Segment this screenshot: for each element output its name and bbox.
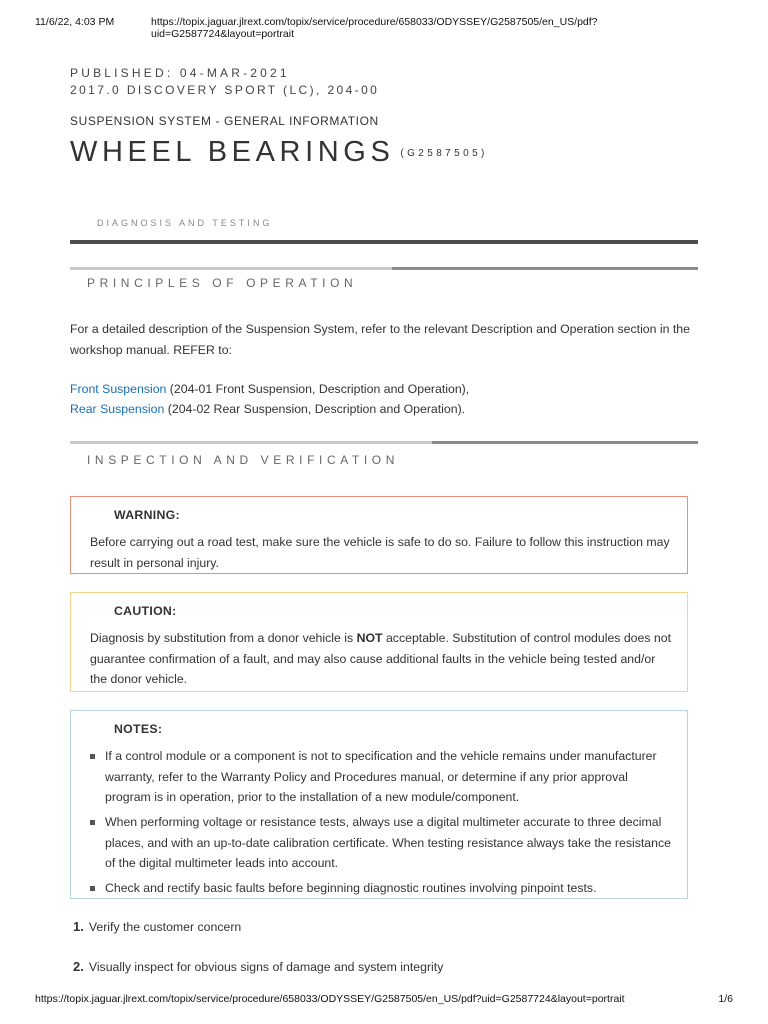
document-subtitle: DIAGNOSIS AND TESTING	[97, 218, 273, 228]
reference-rear-detail: (204-02 Rear Suspension, Description and Operation).	[164, 402, 466, 416]
vehicle-model: 2017.0 DISCOVERY SPORT (LC), 204-00	[70, 83, 380, 97]
notes-label: NOTES:	[114, 722, 163, 736]
note-text: If a control module or a component is not to specification and the vehicle remains under manufacturer warranty, refer to the Warranty Policy and Procedures manual, or determine if any prior approval program is in operation, prior to the installation of a new module/component.	[105, 749, 657, 804]
section-divider	[70, 441, 698, 444]
system-category: SUSPENSION SYSTEM - GENERAL INFORMATION	[70, 114, 379, 128]
print-url: https://topix.jaguar.jlrext.com/topix/service/procedure/658033/ODYSSEY/G2587505/en_US/pdf?uid=G2587724&layout=portrait	[151, 16, 598, 40]
notes-box	[70, 710, 688, 899]
footer-url: https://topix.jaguar.jlrext.com/topix/service/procedure/658033/ODYSSEY/G2587505/en_US/pdf?uid=G2587724&layout=portrait	[35, 993, 625, 1005]
note-text: When performing voltage or resistance tests, always use a digital multimeter accurate to three decimal places, and with an up-to-date calibration certificate. When testing resistance always take the resistance of the digital multimeter leads into account.	[105, 815, 671, 870]
caution-text-end: acceptable. Substitution of control modules does not guarantee confirmation of a fault, and may also cause additional faults in the vehicle being tested and/or the donor vehicle.	[90, 631, 672, 686]
section-divider	[70, 267, 698, 270]
step-text: Visually inspect for obvious signs of damage and system integrity	[88, 960, 444, 974]
step-number: 1.	[73, 919, 84, 934]
front-suspension-link[interactable]: Front Suspension	[70, 382, 167, 396]
step-text: Verify the customer concern	[88, 920, 242, 934]
step-number: 2.	[73, 959, 84, 974]
warning-label: WARNING:	[114, 508, 180, 522]
rear-suspension-link[interactable]: Rear Suspension	[70, 402, 165, 416]
reference-rear	[70, 402, 465, 416]
document-code: (G2587505)	[400, 147, 488, 159]
print-datetime: 11/6/22, 4:03 PM	[35, 16, 115, 28]
caution-box	[70, 592, 688, 692]
bullet-square-icon	[90, 886, 95, 891]
step-1	[73, 919, 241, 934]
caution-text	[90, 628, 675, 690]
caution-label: CAUTION:	[114, 604, 177, 618]
section-heading-principles: PRINCIPLES OF OPERATION	[87, 276, 358, 290]
print-header	[35, 16, 733, 40]
title-text: WHEEL BEARINGS	[70, 136, 395, 168]
principles-text: For a detailed description of the Suspension System, refer to the relevant Description and Operation section in the workshop manual. REFER to:	[70, 322, 690, 357]
header-divider	[70, 240, 698, 244]
bullet-square-icon	[90, 754, 95, 759]
page-title	[70, 136, 488, 169]
reference-front-detail: (204-01 Front Suspension, Description and Operation),	[166, 382, 470, 396]
caution-text-start: Diagnosis by substitution from a donor vehicle is	[90, 631, 357, 645]
page-number: 1/6	[718, 993, 733, 1005]
reference-front	[70, 382, 469, 396]
bullet-square-icon	[90, 820, 95, 825]
section-heading-inspection: INSPECTION AND VERIFICATION	[87, 453, 399, 467]
step-2	[73, 959, 443, 974]
list-item	[105, 878, 675, 899]
note-text: Check and rectify basic faults before beginning diagnostic routines involving pinpoint tests.	[105, 881, 597, 895]
list-item	[105, 812, 675, 874]
warning-text: Before carrying out a road test, make sure the vehicle is safe to do so. Failure to follow this instruction may result in personal injury.	[90, 535, 670, 570]
caution-emphasis: NOT	[356, 631, 383, 645]
print-footer	[35, 993, 733, 1005]
list-item	[105, 746, 675, 808]
published-date: PUBLISHED: 04-MAR-2021	[70, 66, 290, 80]
warning-box	[70, 496, 688, 574]
